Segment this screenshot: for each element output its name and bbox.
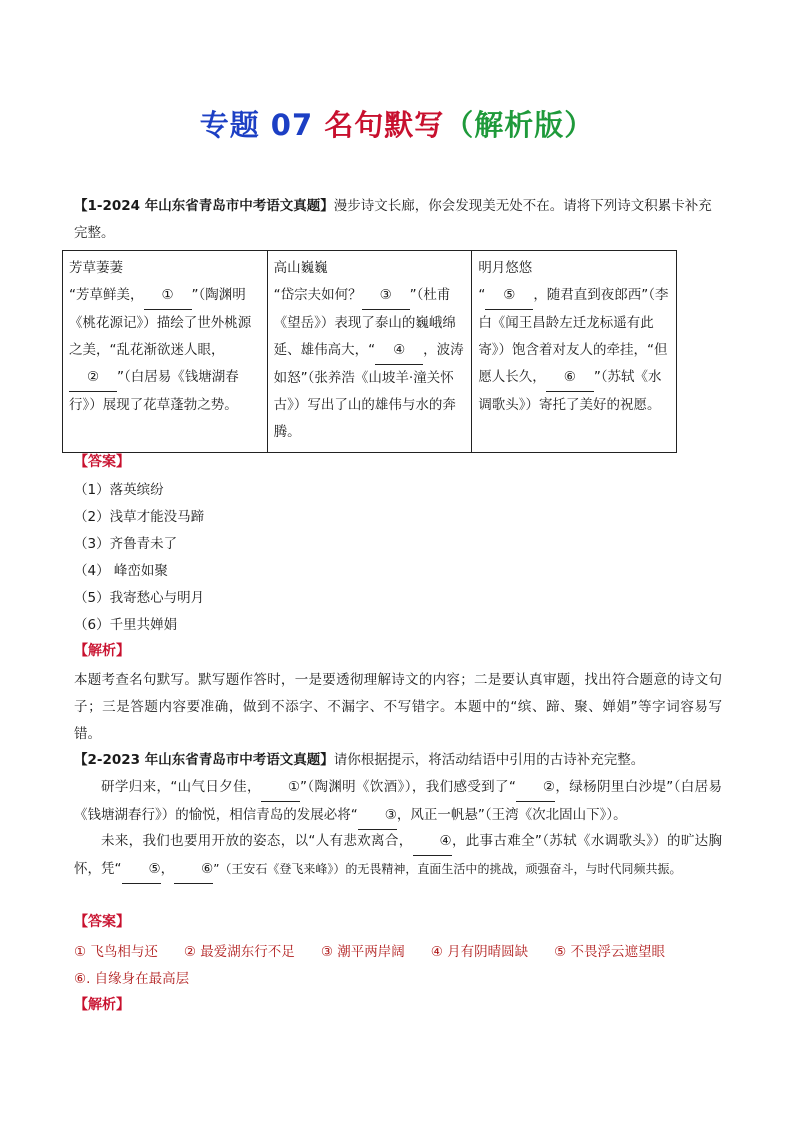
q1-answer-list — [74, 477, 204, 639]
blank-4[interactable]: ④ — [413, 828, 452, 856]
blank-2[interactable]: ② — [69, 364, 117, 392]
answer-item: ④ 月有阴晴圆缺 — [430, 944, 529, 960]
answer-item: （3）齐鲁青未了 — [74, 536, 178, 552]
q1-prompt — [74, 193, 722, 247]
passage-text: ”（陶渊明《饮酒》），我们感受到了“ — [299, 779, 516, 795]
answer-item: ① 飞鸟相与还 — [74, 944, 158, 960]
q2-analysis-label: 【解析】 — [74, 997, 130, 1013]
card-text: ”（杜甫《望岳》）表现了泰山的巍峨绵延、雄伟高大，“ — [273, 287, 456, 358]
passage-text: ，此事古难全”（苏轼《水调歌头》）的旷达胸怀，凭“ — [74, 833, 722, 877]
blank-3[interactable]: ③ — [358, 802, 397, 830]
blank-1[interactable]: ① — [261, 774, 300, 802]
q2-source: 【2-2023 年山东省青岛市中考语文真题】 — [74, 752, 334, 768]
card-text: ”（苏轼《水调歌头》）寄托了美好的祝愿。 — [478, 369, 662, 413]
answer-item: ⑤ 不畏浮云遮望眼 — [554, 944, 666, 960]
passage-text: 研学归来，“山气日夕佳， — [101, 779, 261, 795]
blank-3[interactable]: ③ — [362, 282, 410, 310]
answer-item: （1）落英缤纷 — [74, 482, 164, 498]
q1-answer-label: 【答案】 — [74, 454, 130, 470]
card-moon — [472, 251, 677, 453]
passage-text: 未来，我们也要用开放的姿态，以“人有悲欢离合， — [101, 833, 413, 849]
title-topic-name: 名句默写 — [324, 108, 445, 142]
q2-paragraph-2 — [74, 828, 722, 884]
card-text: ，波涛如怒”（张养浩《山坡羊·潼关怀古》）写出了山的雄伟与水的奔腾。 — [273, 342, 464, 440]
blank-1[interactable]: ① — [144, 282, 192, 310]
q2-prompt — [74, 747, 722, 774]
title-version: （解析版） — [444, 108, 595, 142]
card-mountain — [267, 251, 472, 453]
blank-4[interactable]: ④ — [375, 337, 423, 365]
passage-text: ，绿杨阴里白沙堤”（白居易《钱塘湖春行》）的愉悦，相信青岛的发展必将“ — [74, 779, 723, 823]
card-text: “ — [478, 287, 486, 303]
passage-text: ， — [160, 861, 175, 877]
card-text: “岱宗夫如何？ — [273, 287, 362, 303]
q2-answer-row-1 — [74, 939, 734, 965]
answer-item: ③ 潮平两岸阔 — [320, 944, 405, 960]
answer-item: （5）我寄愁心与明月 — [74, 590, 205, 606]
card-text: ，随君直到夜郎西”（李白《闻王昌龄左迁龙标遥有此寄》）饱含着对友人的牵挂，“但愿人长久， — [478, 287, 669, 385]
page-title — [0, 103, 794, 144]
card-text: ”（白居易《钱塘湖春行》）展现了花草蓬勃之势。 — [69, 369, 239, 413]
q1-analysis-label: 【解析】 — [74, 643, 130, 659]
blank-6[interactable]: ⑥ — [546, 364, 594, 392]
card-text: “芳草鲜美， — [69, 287, 144, 303]
card-text: ”（陶渊明《桃花源记》）描绘了世外桃源之美，“乱花渐欲迷人眼， — [69, 287, 252, 358]
blank-6[interactable]: ⑥ — [174, 856, 213, 884]
card-grass — [63, 251, 268, 453]
answer-item: （4） 峰峦如聚 — [74, 563, 168, 579]
q1-source: 【1-2024 年山东省青岛市中考语文真题】 — [74, 198, 334, 214]
q1-card-table — [62, 250, 677, 453]
q2-prompt-text: 请你根据提示，将活动结语中引用的古诗补充完整。 — [333, 752, 645, 768]
blank-5[interactable]: ⑤ — [485, 282, 533, 310]
passage-text: ”（王安石《登飞来峰》）的无畏精神，直面生活中的挑战，顽强奋斗，与时代同频共振。 — [213, 862, 682, 876]
answer-item: （6）千里共婵娟 — [74, 617, 178, 633]
q2-answer-row-2: ⑥. 自缘身在最高层 — [74, 971, 190, 987]
card-heading: 高山巍巍 — [273, 260, 328, 276]
q2-answer-label: 【答案】 — [74, 914, 130, 930]
q2-paragraph-1 — [74, 774, 722, 830]
answer-item: （2）浅草才能没马蹄 — [74, 509, 205, 525]
q1-prompt-line2: 完整。 — [74, 225, 115, 241]
blank-5[interactable]: ⑤ — [122, 856, 161, 884]
answer-item: ② 最爱湖东行不足 — [183, 944, 295, 960]
q1-prompt-line1: 漫步诗文长廊，你会发现美无处不在。请将下列诗文积累卡补充 — [333, 198, 712, 214]
card-heading: 芳草萋萋 — [69, 260, 123, 276]
blank-2[interactable]: ② — [516, 774, 555, 802]
card-heading: 明月悠悠 — [478, 260, 533, 276]
passage-text: ，风正一帆悬”（王湾《次北固山下》）。 — [396, 807, 627, 823]
q1-analysis-text: 本题考查名句默写。默写题作答时，一是要透彻理解诗文的内容；二是要认真审题，找出符合题意的诗文句子；三是答题内容要准确，做到不添字、不漏字、不写错字。本题中的“缤、蹄、聚、婵娟”等字词容易写错。 — [74, 672, 722, 742]
title-topic-number: 专题 07 — [199, 108, 314, 142]
